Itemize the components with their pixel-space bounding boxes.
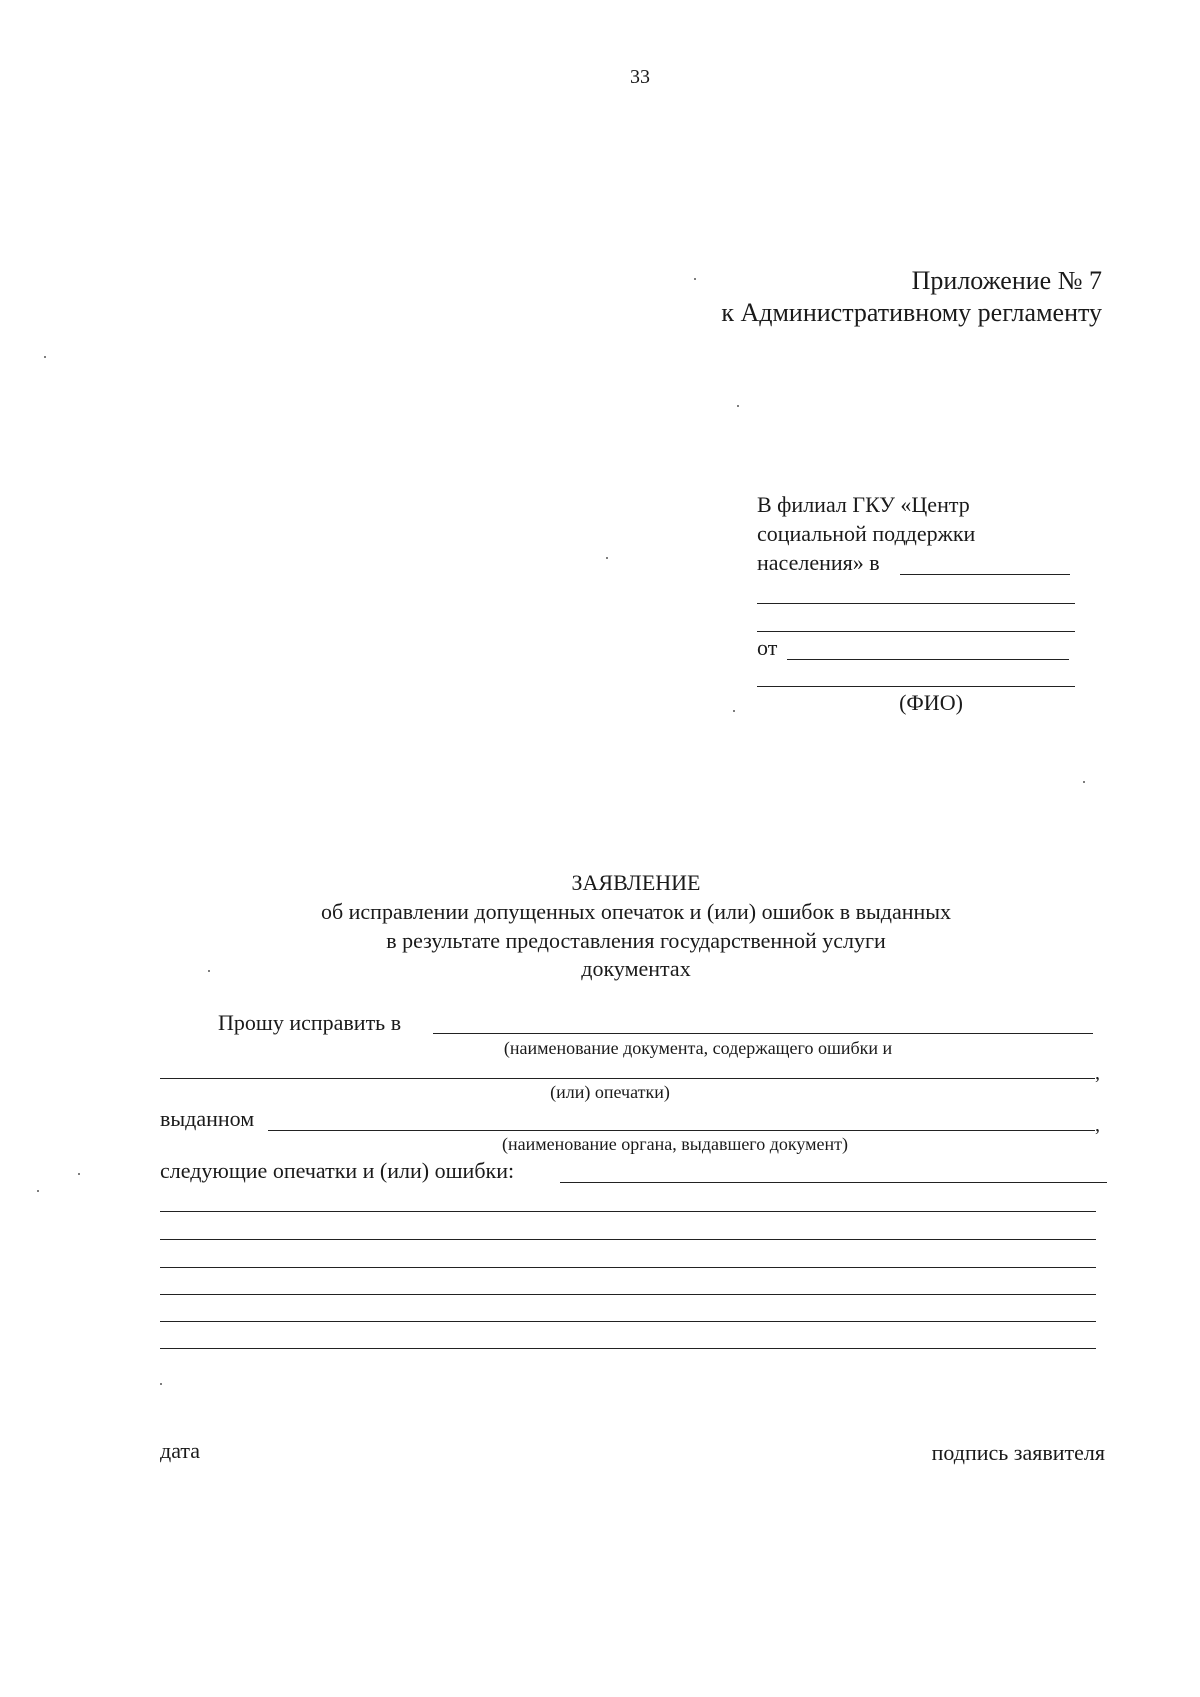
scan-speck [44, 356, 46, 358]
scan-speck [737, 405, 739, 407]
document-name-line[interactable] [433, 1033, 1093, 1034]
page-number: 33 [630, 66, 650, 88]
errors-line-first[interactable] [560, 1182, 1107, 1183]
addressee-line-1: В филиал ГКУ «Центр [757, 492, 970, 517]
errors-line-2[interactable] [160, 1239, 1096, 1240]
scan-speck [733, 710, 735, 712]
scan-speck [78, 1173, 80, 1175]
request-label: Прошу исправить в [218, 1010, 402, 1035]
addressee-line-3: населения» в [757, 550, 880, 575]
errors-line-3[interactable] [160, 1267, 1096, 1268]
from-blank-line[interactable] [787, 659, 1069, 660]
errors-label: следующие опечатки и (или) ошибки: [160, 1158, 515, 1183]
comma-2: , [1095, 1114, 1100, 1136]
issuing-organ-caption: (наименование органа, выдавшего документ) [501, 1134, 849, 1154]
errors-line-5[interactable] [160, 1321, 1096, 1322]
document-title: ЗАЯВЛЕНИЕ [571, 870, 701, 895]
issued-label: выданном [160, 1106, 255, 1131]
appendix-title: Приложение № 7 [911, 266, 1102, 295]
scan-speck [1083, 781, 1085, 783]
addressee-blank-line-1[interactable] [757, 603, 1075, 604]
addressee-blank-line-2[interactable] [757, 631, 1075, 632]
document-subtitle-3: документах [581, 956, 691, 981]
scan-speck [606, 557, 608, 559]
fio-caption: (ФИО) [899, 690, 963, 715]
branch-blank-line[interactable] [900, 574, 1070, 575]
scan-speck [160, 1383, 162, 1385]
fio-blank-line[interactable] [757, 686, 1075, 687]
scan-speck [694, 278, 696, 280]
errors-line-6[interactable] [160, 1348, 1096, 1349]
date-label: дата [160, 1438, 201, 1463]
scan-speck [208, 970, 210, 972]
from-label: от [757, 635, 778, 660]
document-subtitle-2: в результате предоставления государственной услуги [386, 928, 886, 953]
document-name-caption: (наименование документа, содержащего ошибки и [503, 1038, 893, 1058]
signature-label: подпись заявителя [931, 1440, 1105, 1465]
scan-speck [37, 1190, 39, 1192]
comma-1: , [1095, 1062, 1100, 1084]
errors-line-1[interactable] [160, 1211, 1096, 1212]
appendix-subtitle: к Административному регламенту [721, 298, 1102, 327]
document-name-line-2[interactable] [160, 1078, 1095, 1079]
document-subtitle-1: об исправлении допущенных опечаток и (или) ошибок в выданных [320, 899, 952, 924]
document-name-caption-2: (или) опечатки) [550, 1082, 670, 1102]
issuing-organ-line[interactable] [268, 1130, 1095, 1131]
errors-line-4[interactable] [160, 1294, 1096, 1295]
addressee-line-2: социальной поддержки [757, 521, 976, 546]
